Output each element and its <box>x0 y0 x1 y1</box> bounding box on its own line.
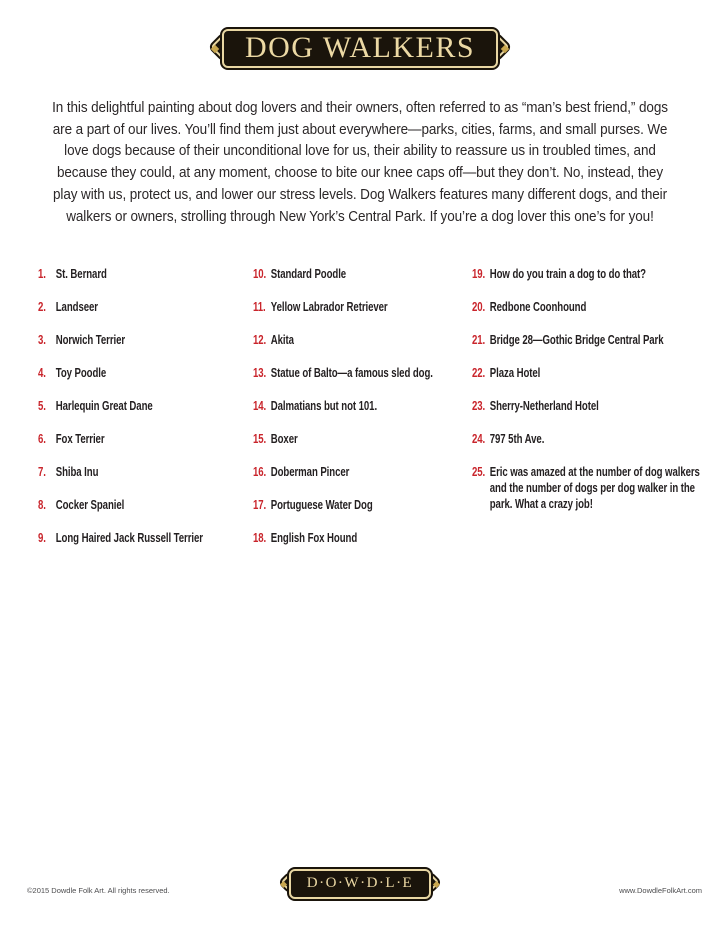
list-item <box>253 464 469 480</box>
list-item <box>472 266 704 282</box>
list-item-label: St. Bernard <box>55 266 107 281</box>
title-banner-body <box>222 29 498 68</box>
list-item-number: 1. <box>38 266 46 281</box>
page-title: DOG WALKERS <box>244 30 476 64</box>
list-item-label: Plaza Hotel <box>489 365 541 380</box>
list-item-label: Doberman Pincer <box>270 464 350 479</box>
list-item-number: 20. <box>472 299 486 314</box>
list-item-number: 4. <box>38 365 46 380</box>
list-item <box>472 365 704 381</box>
list-item-number: 15. <box>253 431 267 446</box>
list-item-label: 797 5th Ave. <box>489 431 545 446</box>
list-item-label: Sherry-Netherland Hotel <box>489 398 599 413</box>
list-item-label: Dalmatians but not 101. <box>270 398 378 413</box>
list-item-number: 11. <box>253 299 266 314</box>
list-item <box>38 530 254 546</box>
list-item-number: 2. <box>38 299 46 314</box>
list-item <box>253 332 469 348</box>
list-item-number: 9. <box>38 530 46 545</box>
list-item-number: 8. <box>38 497 46 512</box>
list-item-label: Redbone Coonhound <box>489 299 587 314</box>
list-item-label: Portuguese Water Dog <box>270 497 373 512</box>
list-item-number: 25. <box>472 464 486 479</box>
copyright-text: ©2015 Dowdle Folk Art. All rights reserved. <box>27 886 170 895</box>
list-item <box>38 431 254 447</box>
list-item <box>38 464 254 480</box>
list-item-label: Harlequin Great Dane <box>55 398 153 413</box>
list-item-label: Akita <box>270 332 294 347</box>
list-item <box>472 464 704 512</box>
list-item <box>472 332 704 348</box>
list-item-number: 14. <box>253 398 267 413</box>
list-item-label: Shiba Inu <box>55 464 99 479</box>
list-item <box>472 299 704 315</box>
title-banner <box>222 29 498 68</box>
list-item-number: 24. <box>472 431 486 446</box>
brand-logo-text: D·O·W·D·L·E <box>306 875 414 891</box>
list-item <box>472 431 704 447</box>
list-item-number: 18. <box>253 530 267 545</box>
list-item-label: Standard Poodle <box>270 266 347 281</box>
list-item <box>38 266 254 282</box>
brand-banner-body <box>289 869 431 899</box>
list-item <box>253 398 469 414</box>
list-item <box>253 497 469 513</box>
list-item <box>38 332 254 348</box>
list-item-number: 13. <box>253 365 267 380</box>
list-item-number: 5. <box>38 398 46 413</box>
list-item <box>253 530 469 546</box>
website-text: www.DowdleFolkArt.com <box>619 886 702 895</box>
list-item-label: Landseer <box>55 299 98 314</box>
list-item-label: Bridge 28—Gothic Bridge Central Park <box>489 332 664 347</box>
list-item-number: 22. <box>472 365 486 380</box>
list-item-number: 10. <box>253 266 267 281</box>
list-item-label: Statue of Balto—a famous sled dog. <box>270 365 433 380</box>
list-item-label: Eric was amazed at the number of dog walkers and the number of dogs per dog walker in the park. What a crazy job! <box>489 464 700 511</box>
intro-paragraph: In this delightful painting about dog lovers and their owners, often referred to as “man’s best friend,” dogs are a part of our lives. You’ll find them just about everywhere—parks, cities, farms, and small purses. We love dogs because of their unconditional love for us, their ability to reassure us in troubled times, and because they could, at any moment, choose to bite our knee caps off—but they don’t. No, instead, they play with us, protect us, and lower our stress levels. Dog Walkers features many different dogs, and their walkers or owners, strolling through New York’s Central Park. If you’re a dog lover this one’s for you! <box>52 99 668 225</box>
list-item-label: Fox Terrier <box>55 431 105 446</box>
brand-banner <box>289 869 431 899</box>
list-item-label: Norwich Terrier <box>55 332 126 347</box>
list-item-label: Toy Poodle <box>55 365 107 380</box>
list-item <box>253 266 469 282</box>
list-item-number: 12. <box>253 332 267 347</box>
list-item-label: Cocker Spaniel <box>55 497 125 512</box>
list-item <box>253 431 469 447</box>
list-item <box>38 398 254 414</box>
list-item <box>38 365 254 381</box>
list-item <box>253 365 469 381</box>
list-item <box>38 299 254 315</box>
list-item-number: 7. <box>38 464 46 479</box>
list-item-label: Yellow Labrador Retriever <box>270 299 388 314</box>
list-item-number: 16. <box>253 464 267 479</box>
list-item <box>472 398 704 414</box>
list-item-number: 17. <box>253 497 267 512</box>
list-item-label: Boxer <box>270 431 298 446</box>
list-item-number: 23. <box>472 398 486 413</box>
list-item-number: 6. <box>38 431 46 446</box>
list-item-number: 3. <box>38 332 46 347</box>
list-item-number: 21. <box>472 332 486 347</box>
list-column-3 <box>472 266 720 529</box>
list-item-label: How do you train a dog to do that? <box>489 266 646 281</box>
list-item-label: Long Haired Jack Russell Terrier <box>55 530 203 545</box>
list-item-number: 19. <box>472 266 486 281</box>
list-item-label: English Fox Hound <box>270 530 358 545</box>
list-item <box>38 497 254 513</box>
list-item <box>253 299 469 315</box>
